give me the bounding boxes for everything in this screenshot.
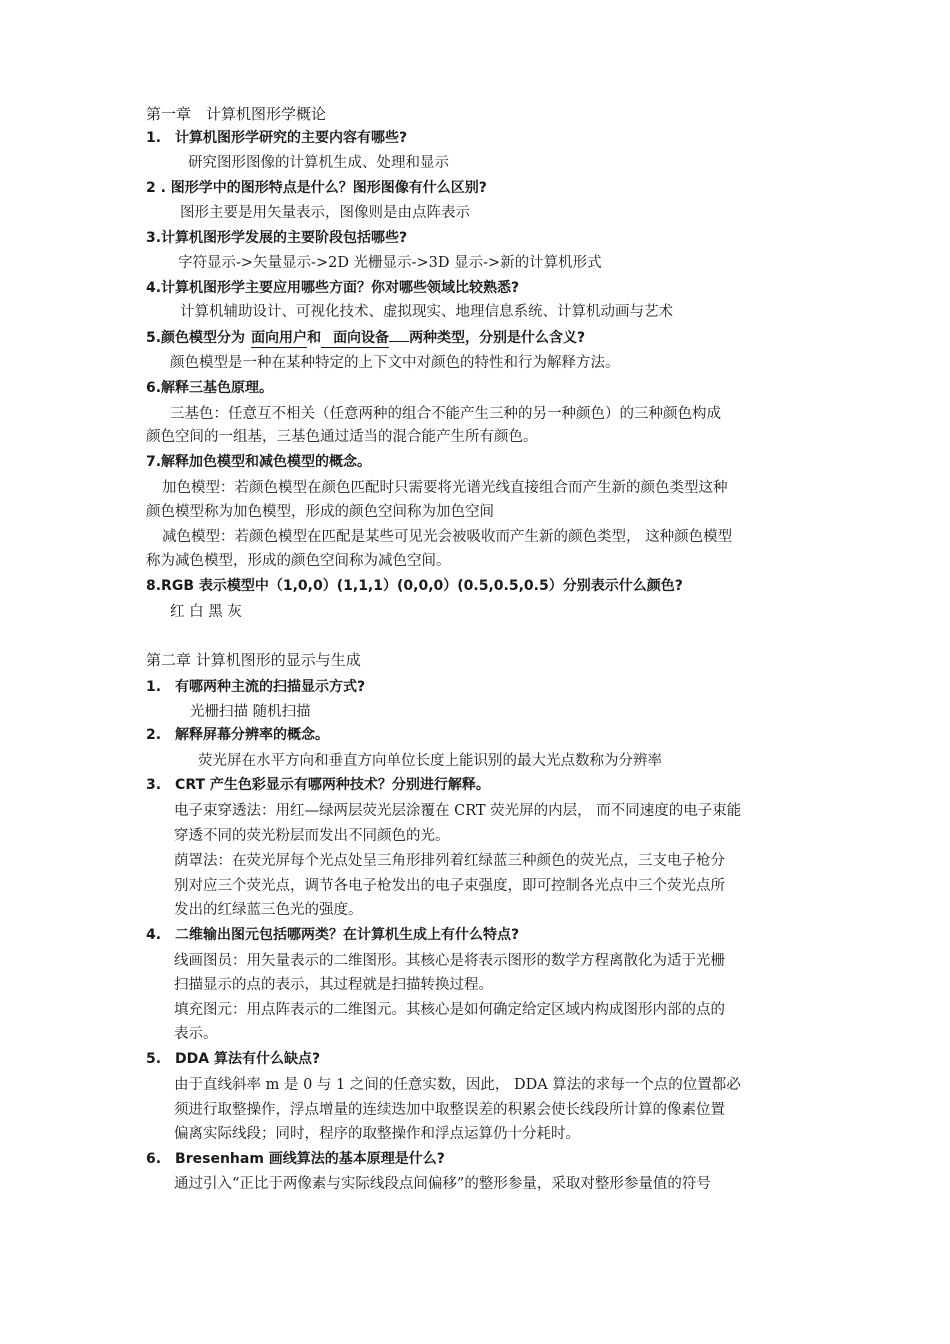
ch2-answer-4-line-1: 线画图员：用矢量表示的二维图形。其核心是将表示图形的数学方程离散化为适于光栅	[174, 953, 725, 969]
ch2-answer-5-line-1: 由于直线斜率 m 是 0 与 1 之间的任意实数，因此， DDA 算法的求每一个点的位置都必	[174, 1077, 741, 1093]
ch2-question-6: 6. Bresenham 画线算法的基本原理是什么?	[146, 1151, 445, 1167]
q5-and: 和	[307, 330, 322, 346]
ch1-answer-3: 字符显示->矢量显示->2D 光栅显示->3D 显示->新的计算机形式	[178, 255, 602, 271]
ch2-answer-3-line-3: 荫罩法：在荧光屏每个光点处呈三角形排列着红绿蓝三种颜色的荧光点，三支电子枪分	[174, 853, 725, 869]
ch1-answer-1: 研究图形图像的计算机生成、处理和显示	[188, 155, 449, 171]
ch2-question-5: 5. DDA 算法有什么缺点?	[146, 1051, 321, 1067]
q5-suffix: 两种类型，分别是什么含义?	[409, 330, 586, 346]
ch1-answer-2: 图形主要是用矢量表示，图像则是由点阵表示	[180, 205, 470, 221]
ch1-question-6: 6.解释三基色原理。	[146, 380, 274, 396]
chapter-2-title: 第二章 计算机图形的显示与生成	[146, 651, 361, 669]
q5-device-oriented: 面向设备	[321, 330, 389, 348]
ch1-answer-8: 红 白 黑 灰	[170, 604, 242, 620]
ch2-question-3: 3. CRT 产生色彩显示有哪两种技术？分别进行解释。	[146, 777, 490, 793]
ch1-answer-7-line-3: 减色模型：若颜色模型在匹配是某些可见光会被吸收而产生新的颜色类型， 这种颜色模型	[162, 529, 733, 545]
chapter-1-title: 第一章 计算机图形学概论	[146, 105, 327, 123]
q5-blank	[389, 341, 409, 342]
ch1-question-8: 8.RGB 表示模型中（1,0,0）(1,1,1）(0,0,0）(0.5,0.5,0.5）分别表示什么颜色?	[146, 578, 683, 594]
ch2-answer-2: 荧光屏在水平方向和垂直方向单位长度上能识别的最大光点数称为分辨率	[198, 753, 662, 769]
ch1-answer-4: 计算机辅助设计、可视化技术、虚拟现实、地理信息系统、计算机动画与艺术	[180, 304, 673, 320]
ch2-answer-5-line-2: 须进行取整操作，浮点增量的连续迭加中取整误差的积累会使长线段所计算的像素位置	[174, 1102, 725, 1118]
ch1-question-5	[146, 328, 585, 348]
ch1-question-1: 1. 计算机图形学研究的主要内容有哪些?	[146, 130, 408, 146]
ch1-answer-6-line-2: 颜色空间的一组基，三基色通过适当的混合能产生所有颜色。	[146, 429, 538, 445]
ch2-answer-3-line-5: 发出的红绿蓝三色光的强度。	[174, 902, 363, 918]
ch2-answer-3-line-2: 穿透不同的荧光粉层而发出不同颜色的光。	[174, 828, 450, 844]
ch2-answer-3-line-1: 电子束穿透法：用红—绿两层荧光层涂覆在 CRT 荧光屏的内层， 而不同速度的电子束能	[174, 803, 742, 819]
ch1-question-4: 4.计算机图形学主要应用哪些方面？你对哪些领域比较熟悉?	[146, 280, 520, 296]
ch2-answer-4-line-3: 填充图元：用点阵表示的二维图元。其核心是如何确定给定区域内构成图形内部的点的	[174, 1002, 725, 1018]
ch2-answer-5-line-3: 偏离实际线段；同时，程序的取整操作和浮点运算仍十分耗时。	[174, 1126, 580, 1142]
ch1-answer-5: 颜色模型是一种在某种特定的上下文中对颜色的特性和行为解释方法。	[170, 355, 620, 371]
ch1-answer-7-line-4: 称为减色模型，形成的颜色空间称为减色空间。	[146, 553, 451, 569]
ch2-answer-1: 光栅扫描 随机扫描	[190, 704, 311, 720]
ch2-answer-4-line-4: 表示。	[174, 1026, 218, 1042]
ch1-question-2: 2 . 图形学中的图形特点是什么？图形图像有什么区别?	[146, 180, 487, 196]
ch1-answer-7-line-2: 颜色模型称为加色模型，形成的颜色空间称为加色空间	[146, 504, 494, 520]
ch1-answer-6-line-1: 三基色：任意互不相关（任意两种的组合不能产生三种的另一种颜色）的三种颜色构成	[170, 406, 721, 422]
ch2-answer-6-line-1: 通过引入“正比于两像素与实际线段点间偏移”的整形参量，采取对整形参量值的符号	[174, 1176, 711, 1192]
q5-user-oriented: 面向用户	[251, 330, 308, 346]
ch2-answer-4-line-2: 扫描显示的点的表示，其过程就是扫描转换过程。	[174, 977, 493, 993]
ch1-question-7: 7.解释加色模型和减色模型的概念。	[146, 454, 372, 470]
ch2-question-1: 1. 有哪两种主流的扫描显示方式?	[146, 679, 366, 695]
ch1-answer-7-line-1: 加色模型：若颜色模型在颜色匹配时只需要将光谱光线直接组合而产生新的颜色类型这种	[162, 480, 728, 496]
q5-prefix: 5.颜色模型分为	[146, 330, 246, 346]
ch2-answer-3-line-4: 别对应三个荧光点，调节各电子枪发出的电子束强度，即可控制各光点中三个荧光点所	[174, 878, 725, 894]
ch2-question-4: 4. 二维输出图元包括哪两类？在计算机生成上有什么特点?	[146, 927, 520, 943]
ch2-question-2: 2. 解释屏幕分辨率的概念。	[146, 727, 330, 743]
ch1-question-3: 3.计算机图形学发展的主要阶段包括哪些?	[146, 230, 408, 246]
